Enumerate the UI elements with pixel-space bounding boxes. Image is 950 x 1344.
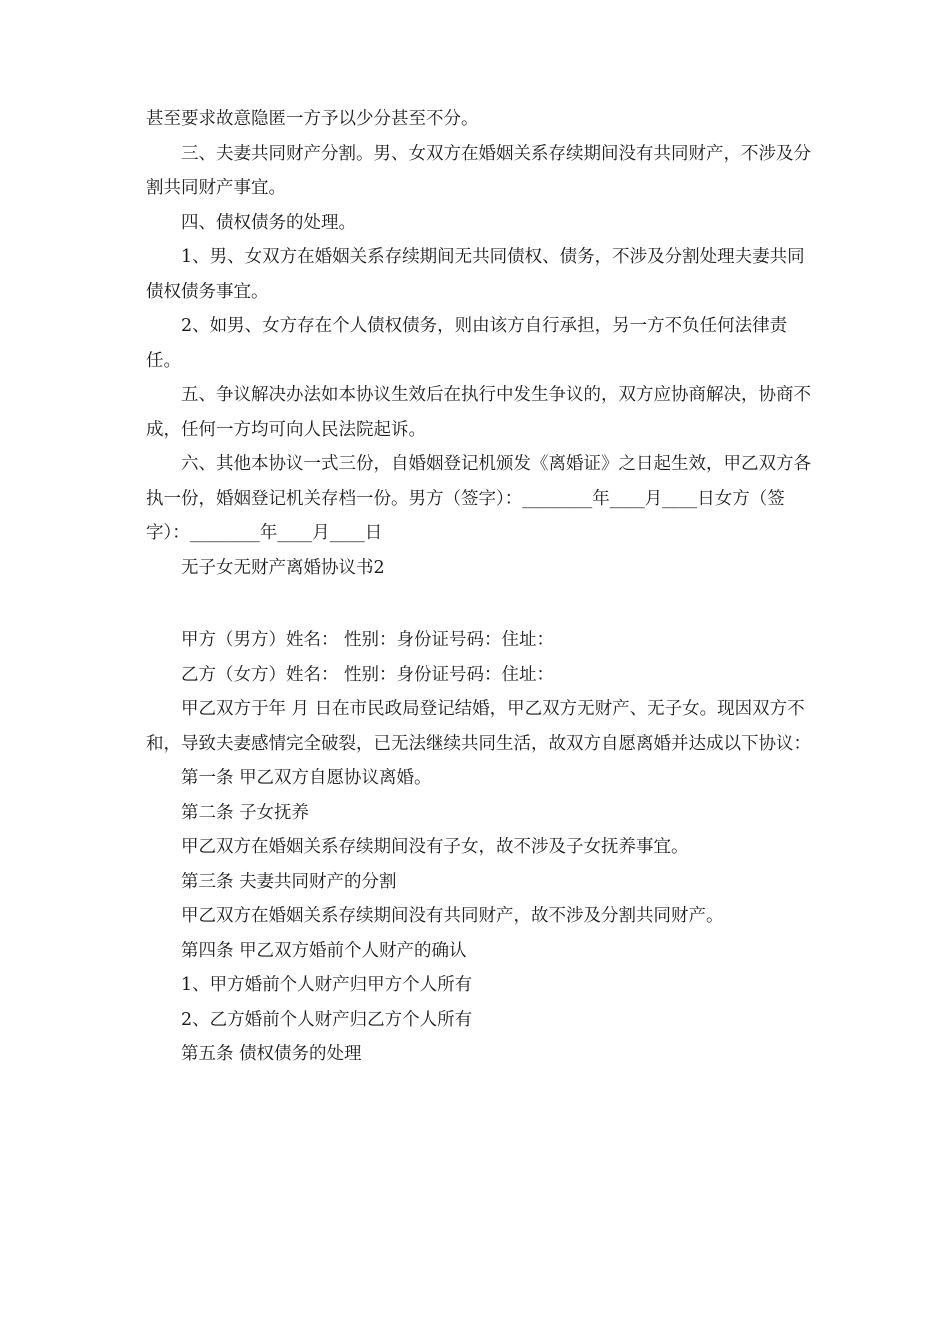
paragraph-debt-item-1: 1、男、女双方在婚姻关系存续期间无共同债权、债务，不涉及分割处理夫妻共同债权债务事宜。 <box>146 247 805 302</box>
paragraph-other-signatures: 六、其他本协议一式三份，自婚姻登记机颁发《离婚证》之日起生效，甲乙双方各执一份，婚姻登记机关存档一份。男方（签字）：________年____月____日女方（签字）：________年____月____日 <box>146 454 811 543</box>
article-1: 第一条 甲乙双方自愿协议离婚。 <box>181 768 432 788</box>
article-4-item-2: 2、乙方婚前个人财产归乙方个人所有 <box>181 1009 473 1030</box>
article-4-heading: 第四条 甲乙双方婚前个人财产的确认 <box>181 940 467 961</box>
article-2-heading: 第二条 子女抚养 <box>181 802 310 823</box>
blank-line <box>146 585 820 623</box>
article-3-heading: 第三条 夫妻共同财产的分割 <box>181 871 397 892</box>
paragraph-property-division: 三、夫妻共同财产分割。男、女双方在婚姻关系存续期间没有共同财产，不涉及分割共同财产事宜。 <box>146 143 811 198</box>
article-4-item-1: 1、甲方婚前个人财产归甲方个人所有 <box>181 975 473 995</box>
article-2-body: 甲乙双方在婚姻关系存续期间没有子女，故不涉及子女抚养事宜。 <box>181 837 689 857</box>
party-b-info: 乙方（女方）姓名： 性别：身份证号码：住址： <box>181 664 555 685</box>
article-3-body: 甲乙双方在婚姻关系存续期间没有共同财产，故不涉及分割共同财产。 <box>181 906 724 926</box>
paragraph-debt-item-2: 2、如男、女方存在个人债权债务，则由该方自行承担，另一方不负任何法律责任。 <box>146 316 788 371</box>
paragraph-debt-heading: 四、债权债务的处理。 <box>181 212 356 233</box>
paragraph-preamble: 甲乙双方于年 月 日在市民政局登记结婚，甲乙双方无财产、无子女。现因双方不和，导致夫妻感情完全破裂，已无法继续共同生活，故双方自愿离婚并达成以下协议： <box>146 699 811 754</box>
article-5-heading: 第五条 债权债务的处理 <box>181 1044 362 1064</box>
section-title-agreement-2: 无子女无财产离婚协议书2 <box>181 557 385 578</box>
paragraph-continuation: 甚至要求故意隐匿一方予以少分甚至不分。 <box>146 109 479 129</box>
paragraph-dispute-resolution: 五、争议解决办法如本协议生效后在执行中发生争议的，双方应协商解决，协商不成，任何一方均可向人民法院起诉。 <box>146 385 811 440</box>
document-body <box>146 102 820 1072</box>
party-a-info: 甲方（男方）姓名： 性别：身份证号码：住址： <box>181 630 555 650</box>
